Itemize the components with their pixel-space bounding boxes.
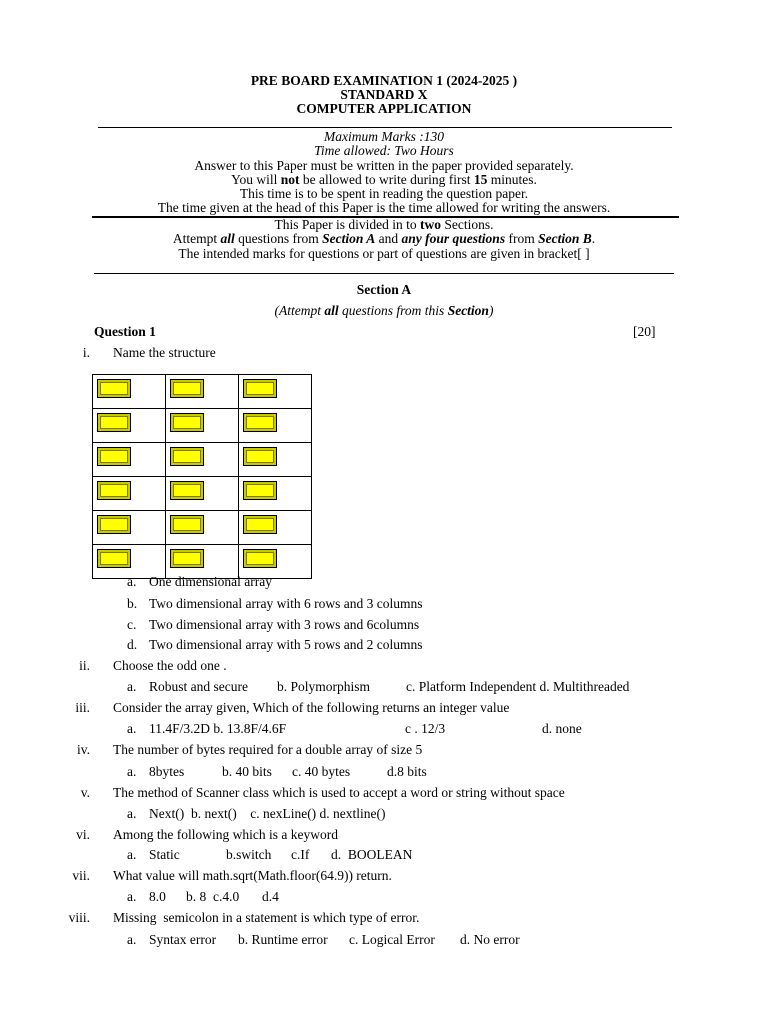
option-text: Static: [149, 847, 180, 862]
item-text: Consider the array given, Which of the following returns an integer value: [113, 700, 510, 715]
option-letter: a.: [127, 574, 137, 589]
option-text: One dimensional array: [149, 574, 272, 589]
option-letter: a.: [127, 847, 137, 862]
option-letter: b.: [127, 596, 138, 611]
array-cell: [239, 409, 312, 443]
option-text: c.If: [291, 847, 310, 862]
option-letter: a.: [127, 889, 137, 904]
option-text: Syntax error: [149, 932, 217, 947]
divider-bottom: [94, 273, 674, 274]
instruction-line-3: This time is to be spent in reading the question paper.: [239, 186, 529, 201]
option-text: c. 40 bytes: [292, 764, 351, 779]
divider-top: [98, 127, 672, 128]
option-text: 8.0: [149, 889, 166, 904]
array-cell: [239, 511, 312, 545]
array-cell: [239, 375, 312, 409]
array-cell: [93, 409, 166, 443]
section-title: Section A: [356, 282, 412, 297]
option-text: 8bytes: [149, 764, 185, 779]
item-text: What value will math.sqrt(Math.floor(64.9)) return.: [113, 868, 392, 883]
option-text: 11.4F/3.2D b. 13.8F/4.6F: [149, 721, 287, 736]
instruction-line-2: You will not be allowed to write during first 15 minutes.: [231, 172, 537, 187]
array-cell: [93, 511, 166, 545]
instruction-line-6: Attempt all questions from Section A and any four questions from Section B.: [172, 231, 596, 246]
item-text: Name the structure: [113, 345, 216, 360]
array-cell: [93, 477, 166, 511]
option-text: b. 8 c.4.0: [186, 889, 240, 904]
option-text: c. Platform Independent d. Multithreaded: [406, 679, 630, 694]
instruction-line-7: The intended marks for questions or part of questions are given in bracket[ ]: [178, 246, 590, 261]
option-letter: a.: [127, 806, 137, 821]
array-cell: [166, 511, 239, 545]
item-number: vi.: [76, 827, 90, 842]
question-label: Question 1: [94, 324, 156, 339]
option-text: Two dimensional array with 5 rows and 2 columns: [149, 637, 423, 652]
question-marks: [20]: [633, 324, 656, 339]
option-letter: a.: [127, 764, 137, 779]
array-cell: [166, 375, 239, 409]
option-text: Two dimensional array with 6 rows and 3 columns: [149, 596, 423, 611]
option-text: b. 40 bits: [222, 764, 272, 779]
option-text: d.4: [262, 889, 279, 904]
option-text: d. No error: [460, 932, 520, 947]
array-cell: [239, 477, 312, 511]
array-cell: [93, 375, 166, 409]
option-text: c . 12/3: [405, 721, 446, 736]
option-letter: a.: [127, 721, 137, 736]
item-number: v.: [80, 785, 90, 800]
option-text: b. Runtime error: [238, 932, 328, 947]
option-text: d. BOOLEAN: [331, 847, 413, 862]
item-number: iii.: [75, 700, 90, 715]
option-text: b. Polymorphism: [277, 679, 371, 694]
section-subtitle: (Attempt all questions from this Section): [274, 303, 494, 318]
option-text: Next() b. next() c. nexLine() d. nextline(): [149, 806, 386, 821]
exam-title: PRE BOARD EXAMINATION 1 (2024-2025 ): [250, 73, 518, 88]
option-text: d. none: [542, 721, 582, 736]
item-number: iv.: [77, 742, 90, 757]
option-letter: a.: [127, 932, 137, 947]
time-allowed: Time allowed: Two Hours: [314, 143, 454, 158]
array-cell: [166, 477, 239, 511]
option-text: d.8 bits: [387, 764, 427, 779]
item-text: Missing semicolon in a statement is which type of error.: [113, 910, 420, 925]
item-number: viii.: [68, 910, 90, 925]
option-text: Robust and secure: [149, 679, 248, 694]
max-marks: Maximum Marks :130: [324, 129, 444, 144]
option-letter: a.: [127, 679, 137, 694]
item-text: The number of bytes required for a double array of size 5: [113, 742, 423, 757]
option-text: Two dimensional array with 3 rows and 6columns: [149, 617, 420, 632]
option-text: b.switch: [226, 847, 272, 862]
array-structure-figure: [92, 374, 312, 579]
item-number: ii.: [79, 658, 90, 673]
subject-label: COMPUTER APPLICATION: [296, 101, 472, 116]
array-cell: [239, 443, 312, 477]
array-cell: [166, 409, 239, 443]
option-letter: d.: [127, 637, 138, 652]
item-text: Choose the odd one .: [113, 658, 227, 673]
option-letter: c.: [127, 617, 137, 632]
array-cell: [166, 443, 239, 477]
item-text: Among the following which is a keyword: [113, 827, 338, 842]
item-text: The method of Scanner class which is used to accept a word or string without space: [113, 785, 565, 800]
array-cell: [93, 443, 166, 477]
standard-label: STANDARD X: [340, 87, 428, 102]
option-text: c. Logical Error: [349, 932, 435, 947]
item-number: vii.: [72, 868, 90, 883]
instruction-line-5: This Paper is divided in to two Sections.: [274, 217, 494, 232]
instruction-line-1: Answer to this Paper must be written in the paper provided separately.: [194, 158, 574, 173]
instruction-line-4: The time given at the head of this Paper is the time allowed for writing the answers.: [157, 200, 611, 215]
item-number: i.: [82, 345, 90, 360]
